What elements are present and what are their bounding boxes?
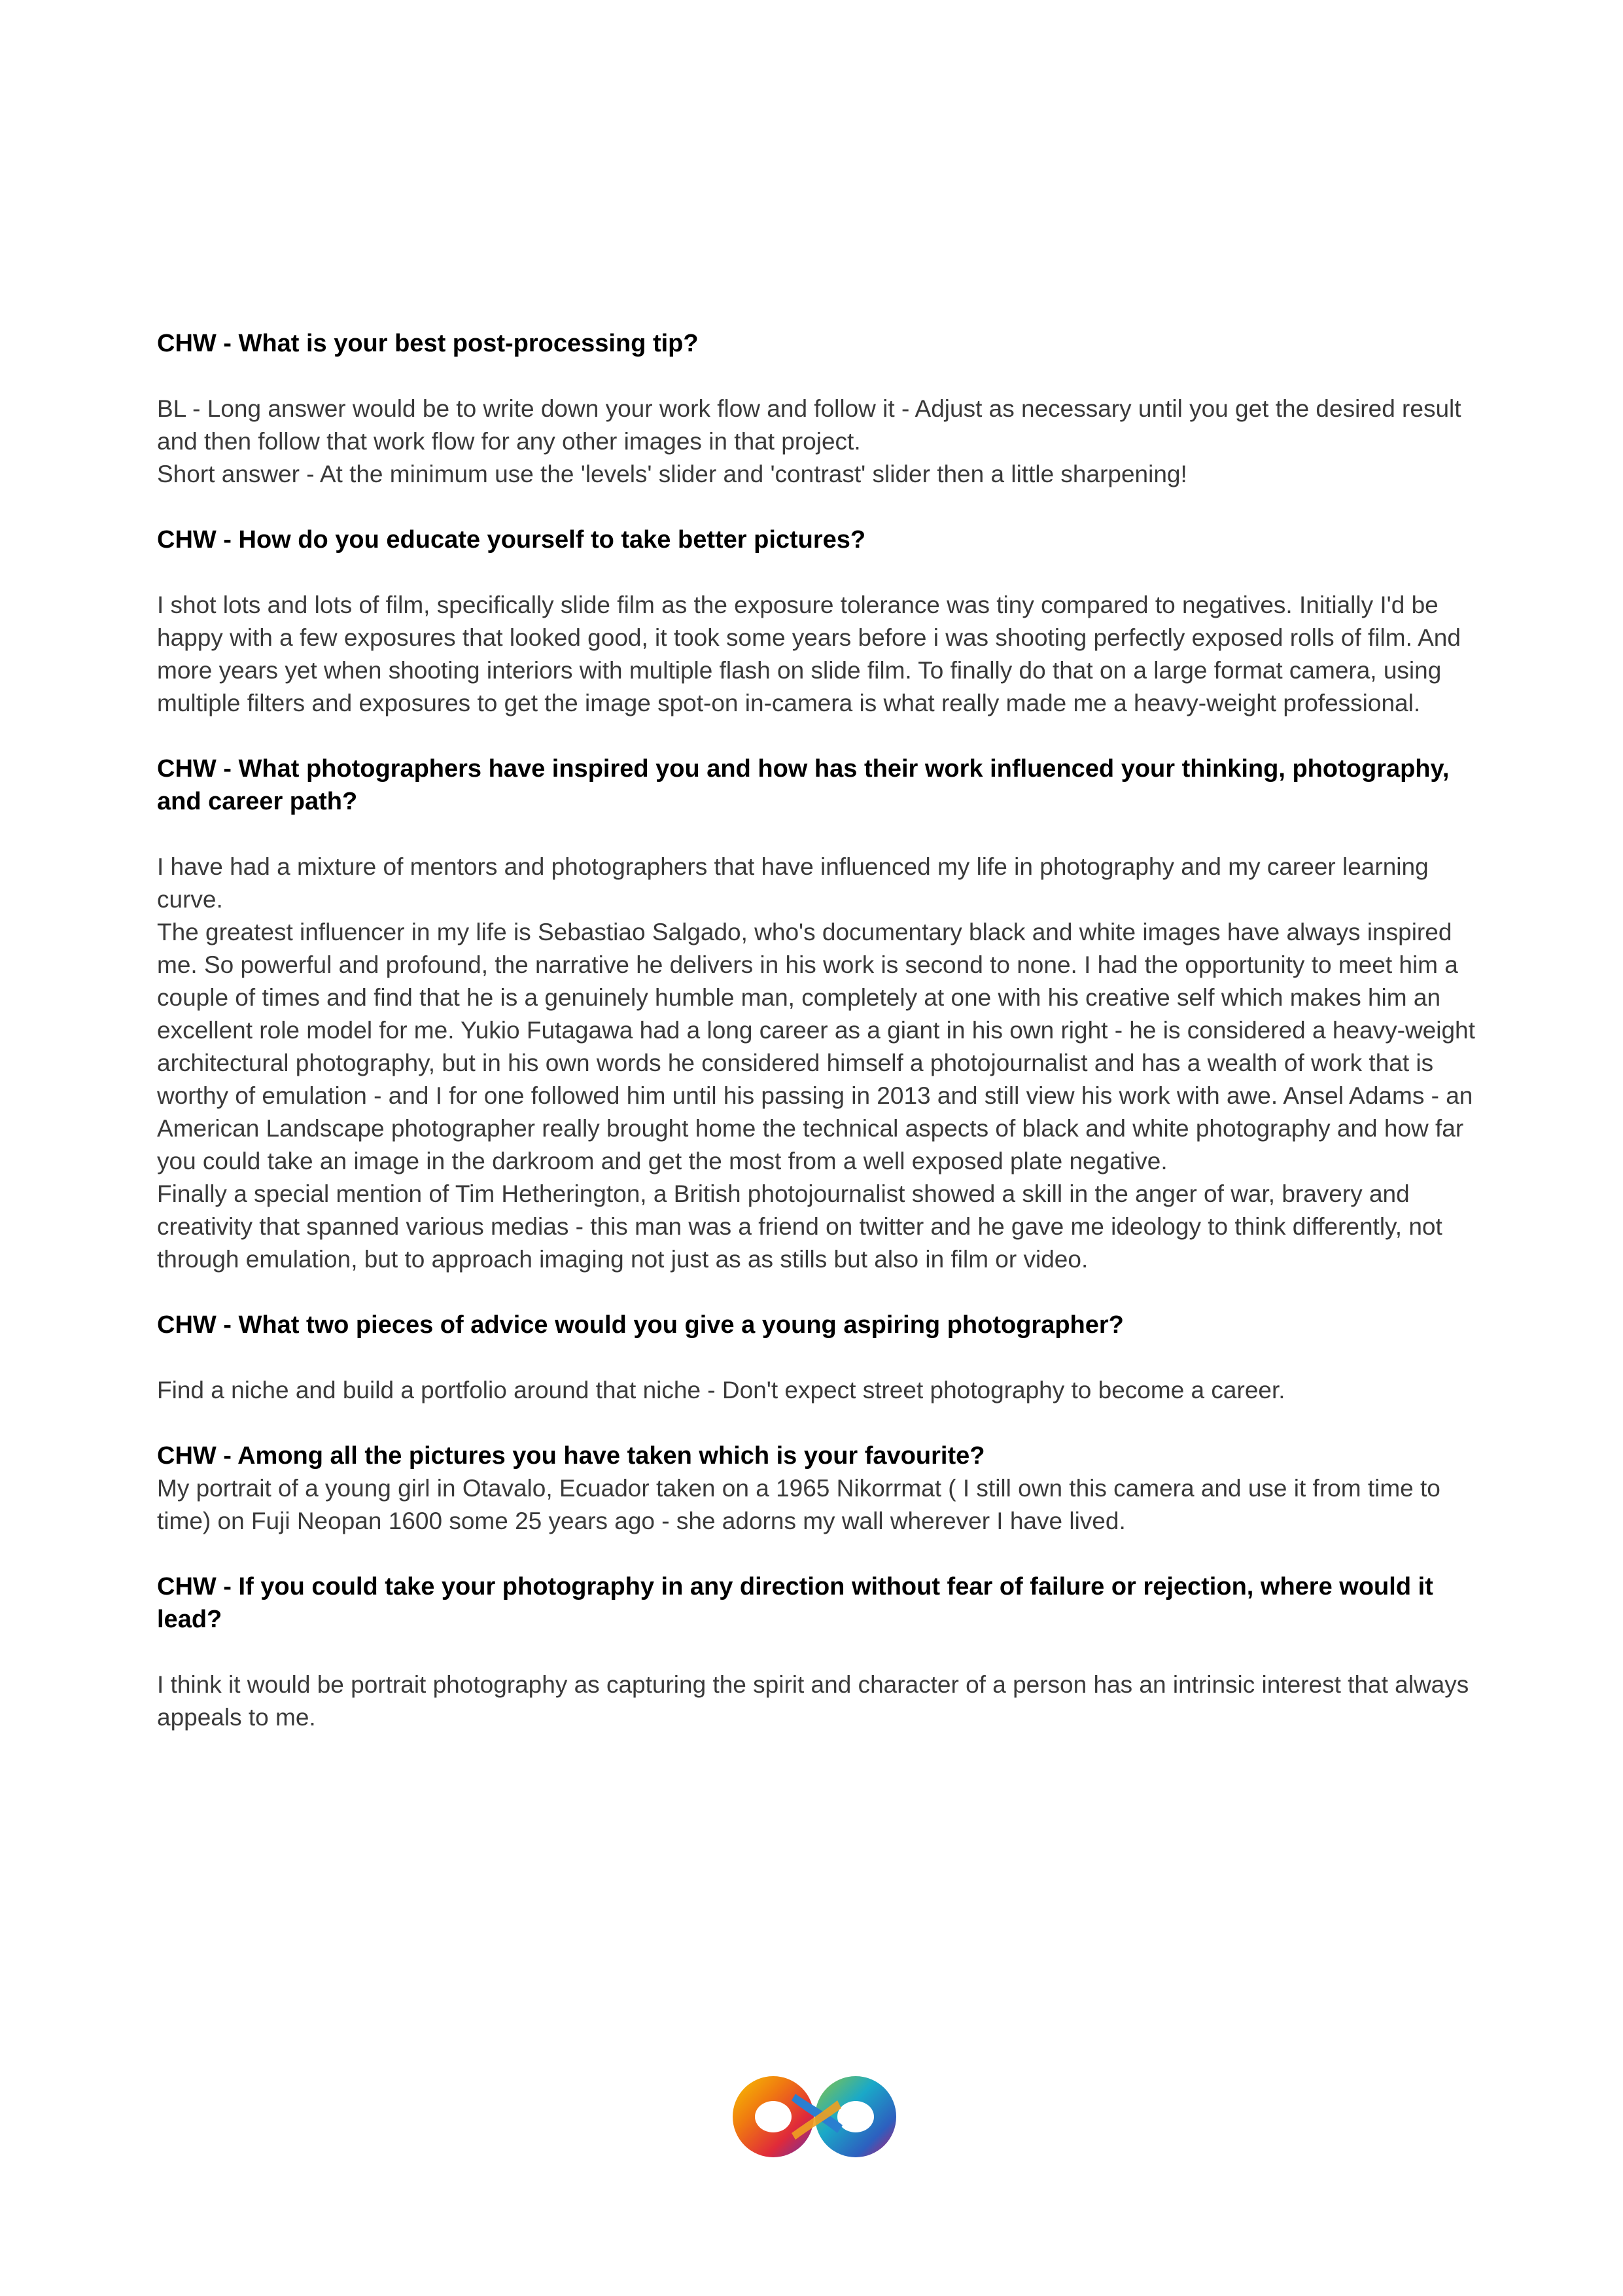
answer-paragraph: I shot lots and lots of film, specifically slide film as the exposure tolerance was tiny compared to negatives. Initially I'd be happy with a few exposures that looked good, it took some years before i was shooting perfectly exposed rolls of film. And more years yet when shooting interiors with multiple flash on slide film. To finally do that on a large format camera, using multiple filters and exposures to get the image spot-on in-camera is what really made me a heavy-weight professional.: [157, 592, 1461, 716]
question-favourite-picture: CHW - Among all the pictures you have taken which is your favourite?: [157, 1442, 985, 1470]
question-future-direction: CHW - If you could take your photography in any direction without fear of failure or rejection, where would it lead?: [157, 1573, 1433, 1633]
answer-paragraph: BL - Long answer would be to write down your work flow and follow it - Adjust as necessary until you get the desired result and then follow that work flow for any other images in that project.: [157, 395, 1461, 455]
spacer: [157, 491, 1485, 523]
spacer: [157, 1407, 1485, 1439]
answer-paragraph: I have had a mixture of mentors and photographers that have influenced my life in photography and my career learning curve.: [157, 853, 1429, 913]
answer-paragraph: My portrait of a young girl in Otavalo, Ecuador taken on a 1965 Nikorrmat ( I still own this camera and use it from time to time) on Fuji Neopan 1600 some 25 years ago - she adorns my wall wherever I have lived.: [157, 1475, 1440, 1534]
rainbow-infinity-logo-icon: [726, 2068, 903, 2166]
answer-paragraph: The greatest influencer in my life is Sebastiao Salgado, who's documentary black and white images have always inspired me. So powerful and profound, the narrative he delivers in his work is second to none. I had the opportunity to meet him a couple of times and find that he is a genuinely humble man, completely at one with his creative self which makes him an excellent role model for me. Yukio Futagawa had a long career as a giant in his own right - he is considered a heavy-weight architectural photography, but in his own words he considered himself a photojournalist and has a wealth of work that is worthy of emulation - and I for one followed him until his passing in 2013 and still view his work with awe. Ansel Adams - an American Landscape photographer really brought home the technical aspects of black and white photography and how far you could take an image in the darkroom and get the most from a well exposed plate negative.: [157, 919, 1475, 1174]
spacer: [157, 1276, 1485, 1309]
spacer: [157, 360, 1485, 393]
question-advice: CHW - What two pieces of advice would you give a young aspiring photographer?: [157, 1311, 1124, 1339]
spacer: [157, 1341, 1485, 1374]
answer-paragraph: Find a niche and build a portfolio around that niche - Don't expect street photography to become a career.: [157, 1377, 1285, 1404]
spacer: [157, 720, 1485, 752]
question-inspirations: CHW - What photographers have inspired you and how has their work influenced your thinking, photography, and career path?: [157, 755, 1450, 815]
spacer: [157, 1538, 1485, 1570]
interview-content: [157, 327, 1485, 1734]
spacer: [157, 556, 1485, 589]
spacer: [157, 1636, 1485, 1669]
question-education: CHW - How do you educate yourself to take better pictures?: [157, 526, 866, 554]
question-post-processing: CHW - What is your best post-processing tip?: [157, 330, 699, 357]
spacer: [157, 818, 1485, 851]
answer-paragraph: Finally a special mention of Tim Hetherington, a British photojournalist showed a skill in the anger of war, bravery and creativity that spanned various medias - this man was a friend on twitter and he gave me ideology to think differently, not through emulation, but to approach imaging not just as as stills but also in film or video.: [157, 1180, 1442, 1273]
answer-paragraph: Short answer - At the minimum use the 'levels' slider and 'contrast' slider then a little sharpening!: [157, 461, 1187, 487]
answer-paragraph: I think it would be portrait photography as capturing the spirit and character of a person has an intrinsic interest that always appeals to me.: [157, 1671, 1469, 1731]
